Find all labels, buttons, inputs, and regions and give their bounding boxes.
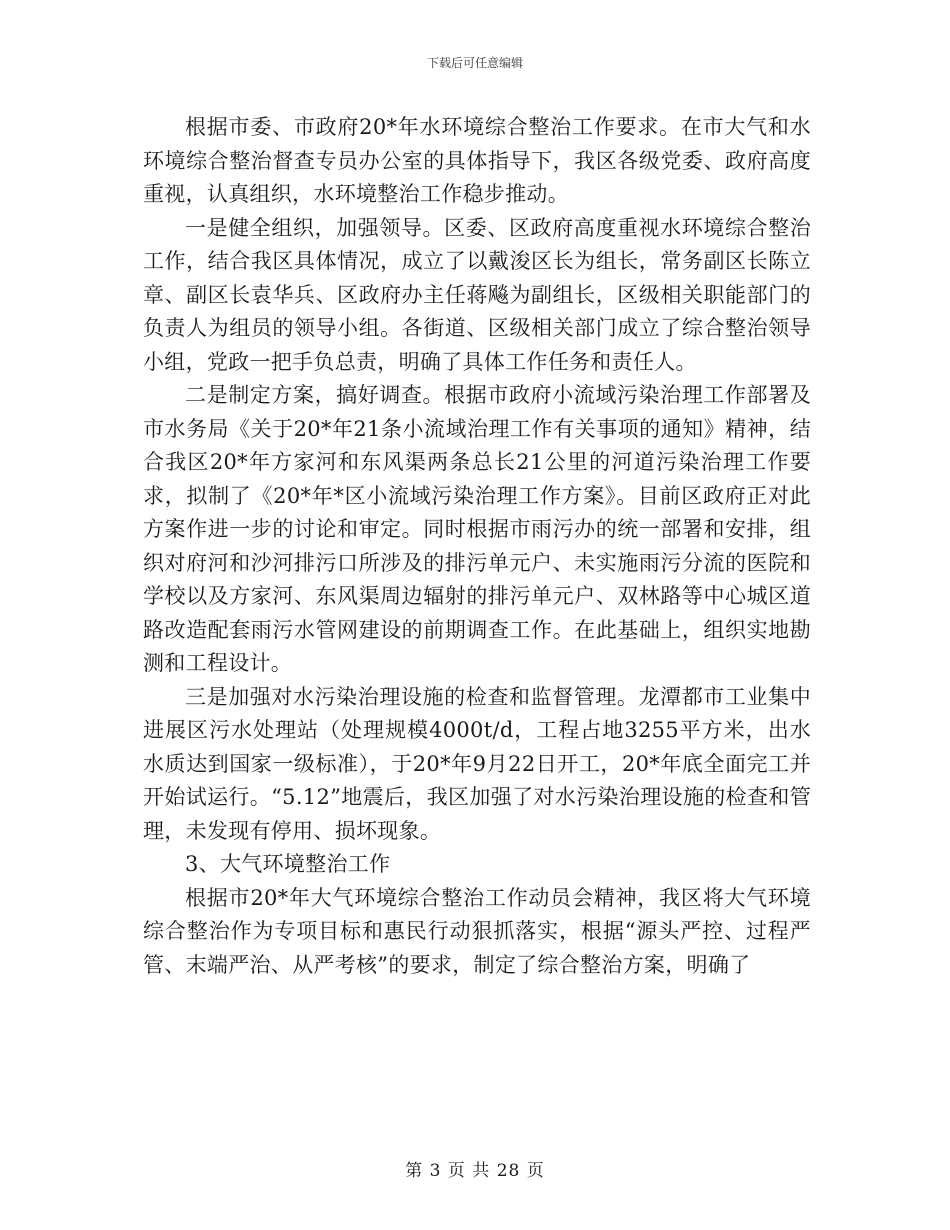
document-body — [143, 111, 811, 982]
paragraph-organization: 一是健全组织，加强领导。区委、区政府高度重视水环境综合整治工作，结合我区具体情况，成立了以戴浚区长为组长，常务副区长陈立章、副区长袁华兵、区政府办主任蒋飚为副组长，区级相关职能部门的负责人为组员的领导小组。各街道、区级相关部门成立了综合整治领导小组，党政一把手负总责，明确了具体工作任务和责任人。 — [143, 215, 811, 374]
paragraph-facility-inspection: 三是加强对水污染治理设施的检查和监督管理。龙潭都市工业集中进展区污水处理站（处理规模4000t/d，工程占地3255平方米，出水水质达到国家一级标准），于20*年9月22日开工，20*年底全面完工并开始试运行。“5.12”地震后，我区加强了对水污染治理设施的检查和管理，未发现有停用、损坏现象。 — [143, 684, 811, 843]
paragraph-plan-survey: 二是制定方案，搞好调查。根据市政府小流域污染治理工作部署及市水务局《关于20*年21条小流域治理工作有关事项的通知》精神，结合我区20*年方家河和东风渠两条总长21公里的河道污染治理工作要求，拟制了《20*年*区小流域污染治理工作方案》。目前区政府正对此方案作进一步的讨论和审定。同时根据市雨污办的统一部署和安排，组织对府河和沙河排污口所涉及的排污单元户、未实施雨污分流的医院和学校以及方家河、东风渠周边辐射的排污单元户、双林路等中心城区道路改造配套雨污水管网建设的前期调查工作。在此基础上，组织实地勘测和工程设计。 — [143, 383, 811, 675]
page-number: 第 3 页 共 28 页 — [405, 1161, 545, 1181]
section-heading-air: 3、大气环境整治工作 — [185, 852, 391, 876]
page-header: 下载后可任意编辑 — [426, 56, 523, 70]
paragraph-intro: 根据市委、市政府20*年水环境综合整治工作要求。在市大气和水环境综合整治督查专员办公室的具体指导下，我区各级党委、政府高度重视，认真组织，水环境整治工作稳步推动。 — [143, 115, 811, 206]
paragraph-air-environment: 根据市20*年大气环境综合整治工作动员会精神，我区将大气环境综合整治作为专项目标和惠民行动狠抓落实，根据“源头严控、过程严管、末端严治、从严考核”的要求，制定了综合整治方案，明确了 — [143, 885, 811, 977]
